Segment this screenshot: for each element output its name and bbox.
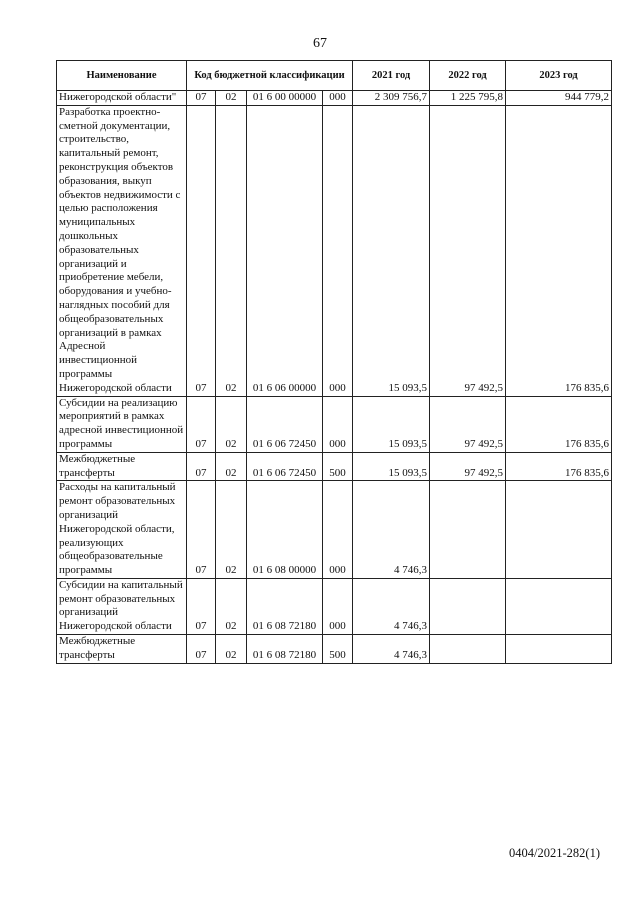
row-value-2022 bbox=[430, 481, 506, 579]
row-subsection: 02 bbox=[216, 635, 247, 664]
row-section: 07 bbox=[187, 635, 216, 664]
row-value-2022: 97 492,5 bbox=[430, 452, 506, 481]
row-section: 07 bbox=[187, 396, 216, 452]
row-subsection: 02 bbox=[216, 481, 247, 579]
table-row bbox=[57, 452, 612, 481]
row-value-2022: 97 492,5 bbox=[430, 105, 506, 396]
row-value-2023: 176 835,6 bbox=[506, 396, 612, 452]
budget-table bbox=[56, 60, 612, 664]
table-row bbox=[57, 635, 612, 664]
row-section: 07 bbox=[187, 91, 216, 106]
row-section: 07 bbox=[187, 105, 216, 396]
row-section: 07 bbox=[187, 452, 216, 481]
header-2021: 2021 год bbox=[353, 61, 430, 91]
header-code: Код бюджетной классификации bbox=[187, 61, 353, 91]
row-value-2023 bbox=[506, 481, 612, 579]
row-value-2023 bbox=[506, 635, 612, 664]
row-value-2021: 15 093,5 bbox=[353, 105, 430, 396]
row-name: Межбюджетные трансферты bbox=[57, 452, 187, 481]
row-subsection: 02 bbox=[216, 452, 247, 481]
row-name: Субсидии на капитальный ремонт образовательных организаций Нижегородской области bbox=[57, 578, 187, 634]
row-value-2022 bbox=[430, 578, 506, 634]
row-name: Разработка проектно-сметной документации, строительство, капитальный ремонт, реконструкция объектов образования, выкуп объектов недвижимости с целью расположения муниципальных дошкольных образовательных организаций и приобретение мебели, оборудования и учебно-наглядных пособий для общеобразовательных организаций в рамках Адресной инвестиционной программы Нижегородской области bbox=[57, 105, 187, 396]
row-expense-type: 000 bbox=[323, 91, 353, 106]
row-subsection: 02 bbox=[216, 396, 247, 452]
row-target-article: 01 6 06 72450 bbox=[247, 452, 323, 481]
row-value-2021: 4 746,3 bbox=[353, 481, 430, 579]
row-value-2021: 2 309 756,7 bbox=[353, 91, 430, 106]
row-value-2021: 15 093,5 bbox=[353, 452, 430, 481]
table-header-row bbox=[57, 61, 612, 91]
row-name: Субсидии на реализацию мероприятий в рамках адресной инвестиционной программы bbox=[57, 396, 187, 452]
row-expense-type: 500 bbox=[323, 452, 353, 481]
row-expense-type: 000 bbox=[323, 396, 353, 452]
header-name: Наименование bbox=[57, 61, 187, 91]
row-value-2023: 176 835,6 bbox=[506, 105, 612, 396]
row-value-2022: 1 225 795,8 bbox=[430, 91, 506, 106]
page-number: 67 bbox=[313, 36, 327, 51]
row-value-2021: 4 746,3 bbox=[353, 578, 430, 634]
row-name: Нижегородской области" bbox=[57, 91, 187, 106]
row-target-article: 01 6 08 00000 bbox=[247, 481, 323, 579]
table-row bbox=[57, 481, 612, 579]
row-subsection: 02 bbox=[216, 578, 247, 634]
row-subsection: 02 bbox=[216, 91, 247, 106]
row-target-article: 01 6 06 72450 bbox=[247, 396, 323, 452]
row-subsection: 02 bbox=[216, 105, 247, 396]
row-name: Межбюджетные трансферты bbox=[57, 635, 187, 664]
document-code: 0404/2021-282(1) bbox=[509, 846, 600, 860]
row-value-2023 bbox=[506, 578, 612, 634]
row-section: 07 bbox=[187, 578, 216, 634]
row-value-2023: 176 835,6 bbox=[506, 452, 612, 481]
row-value-2022: 97 492,5 bbox=[430, 396, 506, 452]
row-target-article: 01 6 06 00000 bbox=[247, 105, 323, 396]
row-expense-type: 000 bbox=[323, 578, 353, 634]
table-row bbox=[57, 105, 612, 396]
row-expense-type: 000 bbox=[323, 105, 353, 396]
table-row bbox=[57, 91, 612, 106]
row-value-2022 bbox=[430, 635, 506, 664]
row-target-article: 01 6 08 72180 bbox=[247, 635, 323, 664]
row-value-2021: 4 746,3 bbox=[353, 635, 430, 664]
row-target-article: 01 6 08 72180 bbox=[247, 578, 323, 634]
row-target-article: 01 6 00 00000 bbox=[247, 91, 323, 106]
row-value-2023: 944 779,2 bbox=[506, 91, 612, 106]
row-expense-type: 000 bbox=[323, 481, 353, 579]
header-2022: 2022 год bbox=[430, 61, 506, 91]
table-row bbox=[57, 396, 612, 452]
table-row bbox=[57, 578, 612, 634]
row-section: 07 bbox=[187, 481, 216, 579]
row-name: Расходы на капитальный ремонт образовательных организаций Нижегородской области, реализующих общеобразовательные программы bbox=[57, 481, 187, 579]
header-2023: 2023 год bbox=[506, 61, 612, 91]
row-expense-type: 500 bbox=[323, 635, 353, 664]
row-value-2021: 15 093,5 bbox=[353, 396, 430, 452]
